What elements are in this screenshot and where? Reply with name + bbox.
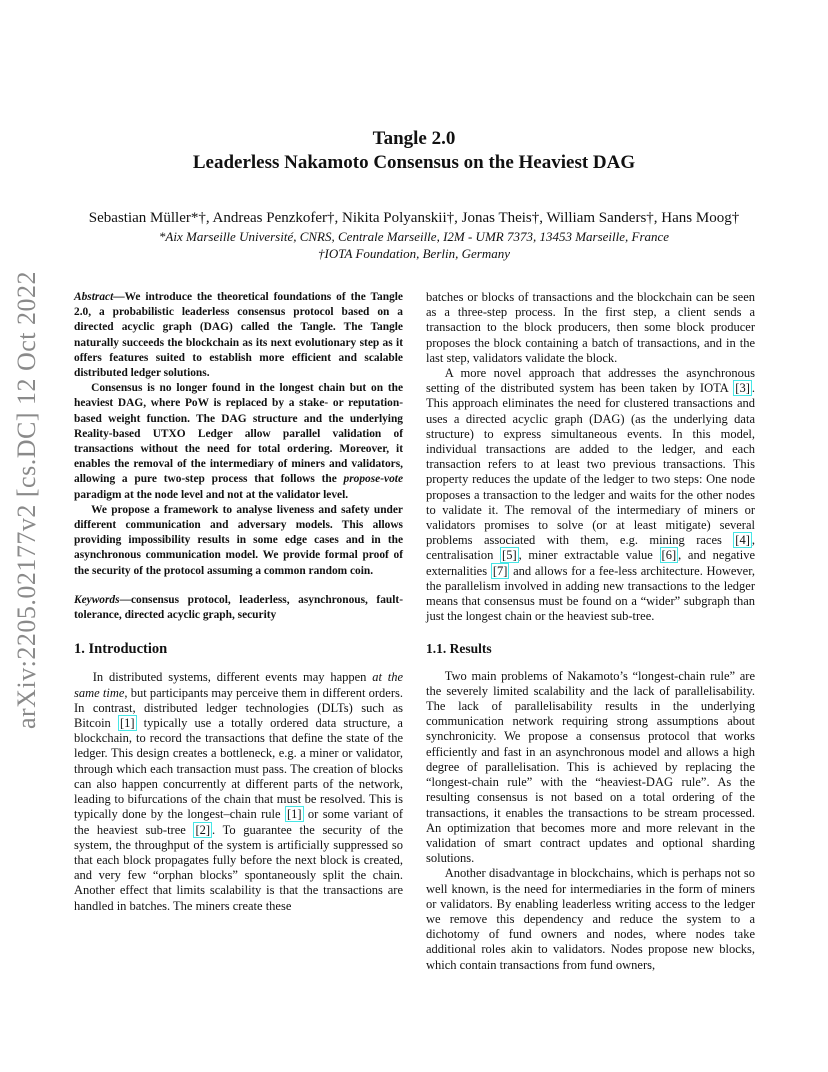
citation-link[interactable]: [7] xyxy=(492,563,508,578)
abstract xyxy=(74,290,403,579)
left-column xyxy=(74,290,403,914)
affiliation-2: †IOTA Foundation, Berlin, Germany xyxy=(318,246,510,261)
arxiv-identifier: arXiv:2205.02177v2 [cs.DC] 12 Oct 2022 xyxy=(12,270,41,730)
citation-link[interactable]: [1] xyxy=(119,716,135,731)
right-paragraph-2: A more novel approach that addresses the asynchronous setting of the distributed system has been taken by IOTA [3] . This approach eliminates the need for clustered transactions and uses a directed acyclic graph (DAG) (as the underlying data structure) to express simultaneous events. In this model, individual transactions are added to the ledger, and each transaction refers to at least two previous transactions. This property reduces the update of the ledger to two steps: One node proposes a transaction to the ledger and waits for the other nodes to validate it. The removal of the intermediary of miners or validators promises to solve (or at least mitigate) several problems associated with them, e.g. mining races [4] , centralisation [5] , miner extractable value [6] , and negative externalities [7] and allows for a fee-less architecture. However, the parallelism involved in adding new transactions to the ledger means that consensus must be found on a “wider” subgraph than just the longest chain or the heaviest sub-tree. xyxy=(426,366,755,624)
affiliation-1: *Aix Marseille Université, CNRS, Centrale Marseille, I2M - UMR 7373, 13453 Marseille, France xyxy=(158,229,670,244)
citation-link[interactable]: [3] xyxy=(735,381,750,396)
title-line-2: Leaderless Nakamoto Consensus on the Heaviest DAG xyxy=(192,152,636,173)
title-line-1: Tangle 2.0 xyxy=(372,128,456,149)
right-paragraph-1: batches or blocks of transactions and the blockchain can be seen as a three-step process. In the first step, a client sends a transaction to the block producers, then some block producer proposes the block containing a batch of transactions, and in the last step, validators validate the block. xyxy=(426,290,755,365)
citation-link[interactable]: [6] xyxy=(661,548,677,563)
abstract-paragraph-1: Abstract—We introduce the theoretical foundations of the Tangle 2.0, a probabilistic leaderless consensus protocol based on a directed acyclic graph (DAG) called the Tangle. The Tangle naturally succeeds the blockchain as its next evolutionary step as it offers features suited to establish more efficient and scalable distributed ledger solutions. xyxy=(74,291,403,380)
citation-link[interactable]: [1] xyxy=(286,807,302,822)
section-heading-introduction: 1. Introduction xyxy=(74,641,168,658)
citation-link[interactable]: [5] xyxy=(502,548,517,563)
citation-link[interactable]: [2] xyxy=(195,822,211,837)
author-list: Sebastian Müller*†, Andreas Penzkofer†, Nikita Polyanskii†, Jonas Theis†, William Sanders†, Hans Moog† xyxy=(88,210,740,226)
results-paragraph-2: Another disadvantage in blockchains, which is perhaps not so well known, is the need for intermediaries in the form of miners or validators. By enabling leaderless writing access to the ledger we remove this dependency and reduce the system to a dichotomy of fund owners and nodes, where nodes take additional roles akin to validators. Nodes propose new blocks, which contain transactions from fund owners, xyxy=(426,866,755,972)
abstract-label: Abstract xyxy=(74,291,114,303)
keywords-label: Keywords xyxy=(74,593,120,606)
abstract-paragraph-3: We propose a framework to analyse liveness and safety under different communication and adversary models. This allows providing impossibility results in some edge cases and in the asynchronous communication model. We provide formal proof of the security of the protocol assuming a common random coin. xyxy=(74,503,403,577)
keywords: Keywords—consensus protocol, leaderless, asynchronous, fault-tolerance, directed acyclic graph, security xyxy=(74,593,403,622)
subsection-heading-results: 1.1. Results xyxy=(426,641,492,657)
right-column xyxy=(426,290,755,973)
results-paragraph-1: Two main problems of Nakamoto’s “longest-chain rule” are the severely limited scalability and the lack of parallelisability. The lack of parallelisability results in the underlying communication network requiring strong assumptions about synchronicity. We propose a consensus protocol that works efficiently and fast in an asynchronous model and allows a high degree of parallelisation. This is achieved by replacing the “longest-chain rule” with the “heaviest-DAG rule”. As the resulting consensus is not based on a total ordering of the transactions, it enables the transactions to be stream processed. An optimization that becomes more and more relevant in the validation of smart contract updates and optional sharding solutions. xyxy=(426,668,755,866)
intro-paragraph-1: In distributed systems, different events may happen at the same time, but participants may perceive them in different orders. In contrast, distributed ledger technologies (DLTs) such as Bitcoin [1] typically use a totally ordered data structure, a blockchain, to record the transactions that define the state of the ledger. This design creates a bottleneck, e.g. a miner or validator, through which each transaction must pass. The creation of blocks can also happen concurrently at different parts of the network, leading to bifurcations of the chain that must be resolved. This is typically done by the longest–chain rule [1] or some variant of the heaviest sub-tree [2] . To guarantee the security of the system, the throughput of the system is artificially suppressed so that each block propagates fully before the next block is created, and very few “orphan blocks” spontaneously split the chain. Another effect that limits scalability is that the transactions are handled in batches. The miners create these xyxy=(74,670,404,913)
paper-title xyxy=(0,127,828,175)
citation-link[interactable]: [4] xyxy=(735,533,750,548)
abstract-paragraph-2: Consensus is no longer found in the longest chain but on the heaviest DAG, where PoW is replaced by a stake- or reputation-based weight function. The DAG structure and the underlying Reality-based UTXO Ledger allow parallel validation of transactions without the need for total ordering. Moreover, it enables the removal of the intermediary of miners and validators, allowing a pure two-step process that follows the propose-vote paradigm at the node level and not at the validator level. xyxy=(74,382,403,501)
